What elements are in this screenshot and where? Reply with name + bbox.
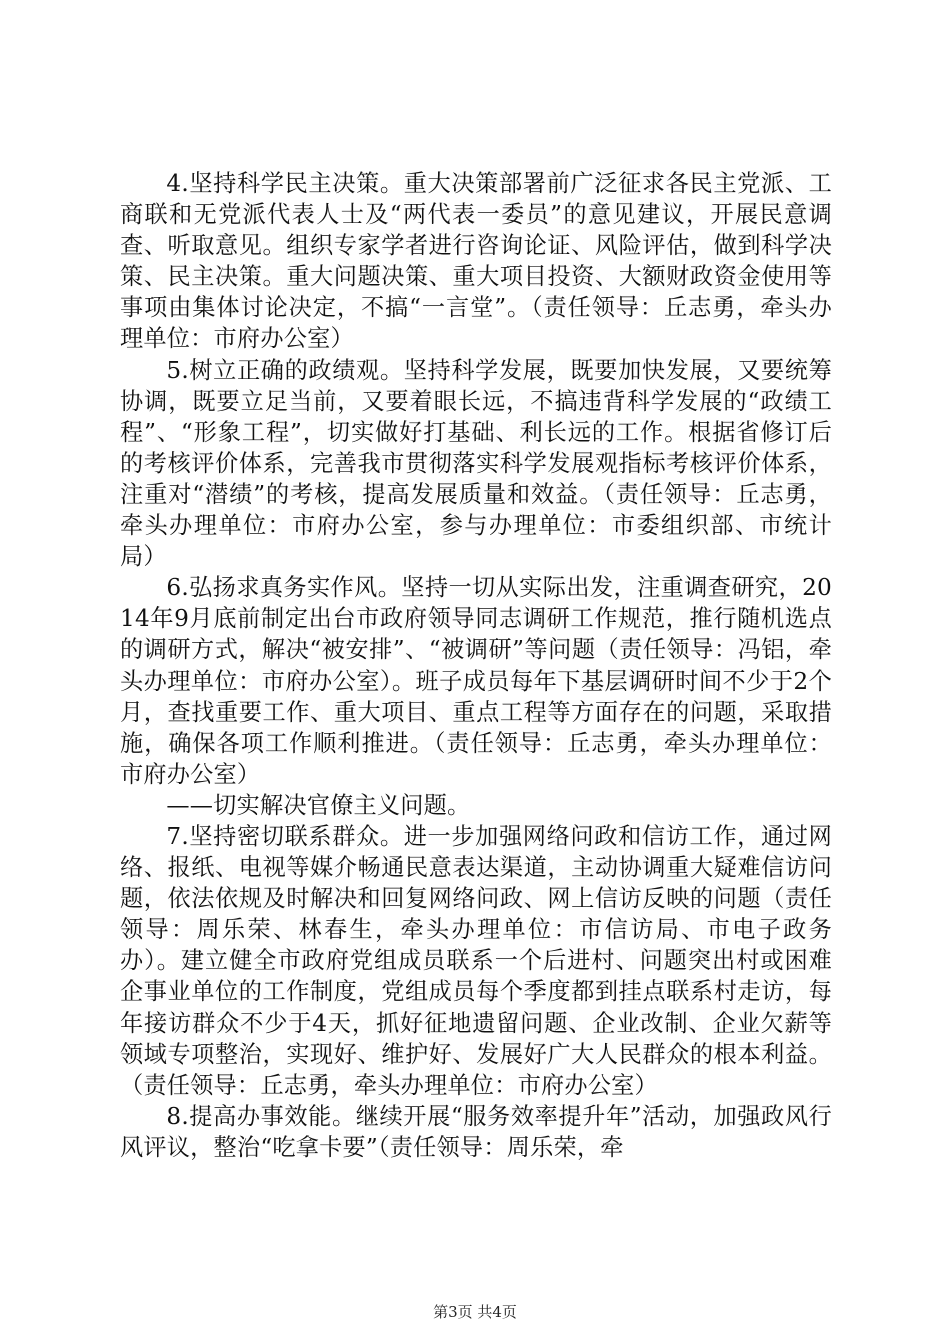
paragraph-item-4: 4.坚持科学民主决策。重大决策部署前广泛征求各民主党派、工商联和无党派代表人士及“两代表一委员”的意见建议，开展民意调查、听取意见。组织专家学者进行咨询论证、风险评估，做到科学决策、民主决策。重大问题决策、重大项目投资、大额财政资金使用等事项由集体讨论决定，不搞“一言堂”。（责任领导：丘志勇，牵头办理单位：市府办公室）: [120, 170, 832, 353]
paragraph-item-8: 8.提高办事效能。继续开展“服务效率提升年”活动，加强政风行风评议，整治“吃拿卡要”（责任领导：周乐荣，牵: [120, 1102, 832, 1161]
page-number-footer: 第3页 共4页: [433, 1303, 517, 1321]
paragraph-item-6: 6.弘扬求真务实作风。坚持一切从实际出发，注重调查研究，2014年9月底前制定出台市政府领导同志调研工作规范，推行随机选点的调研方式，解决“被安排”、“被调研”等问题（责任领导：冯铝，牵头办理单位：市府办公室）。班子成员每年下基层调研时间不少于2个月，查找重要工作、重大项目、重点工程等方面存在的问题，采取措施，确保各项工作顺利推进。（责任领导：丘志勇，牵头办理单位：市府办公室）: [120, 574, 832, 788]
section-heading: ——切实解决官僚主义问题。: [166, 791, 471, 819]
paragraph-item-7: 7.坚持密切联系群众。进一步加强网络问政和信访工作，通过网络、报纸、电视等媒介畅通民意表达渠道，主动协调重大疑难信访问题，依法依规及时解决和回复网络问政、网上信访反映的问题（责任领导：周乐荣、林春生，牵头办理单位：市信访局、市电子政务办）。建立健全市政府党组成员联系一个后进村、问题突出村或困难企事业单位的工作制度，党组成员每个季度都到挂点联系村走访，每年接访群众不少于4天，抓好征地遗留问题、企业改制、企业欠薪等领域专项整治，实现好、维护好、发展好广大人民群众的根本利益。（责任领导：丘志勇，牵头办理单位：市府办公室）: [120, 822, 832, 1099]
paragraph-item-5: 5.树立正确的政绩观。坚持科学发展，既要加快发展，又要统筹协调，既要立足当前，又要着眼长远，不搞违背科学发展的“政绩工程”、“形象工程”，切实做好打基础、利长远的工作。根据省修订后的考核评价体系，完善我市贯彻落实科学发展观指标考核评价体系，注重对“潜绩”的考核，提高发展质量和效益。（责任领导：丘志勇，牵头办理单位：市府办公室，参与办理单位：市委组织部、市统计局）: [120, 356, 832, 571]
document-body: [120, 168, 832, 1163]
